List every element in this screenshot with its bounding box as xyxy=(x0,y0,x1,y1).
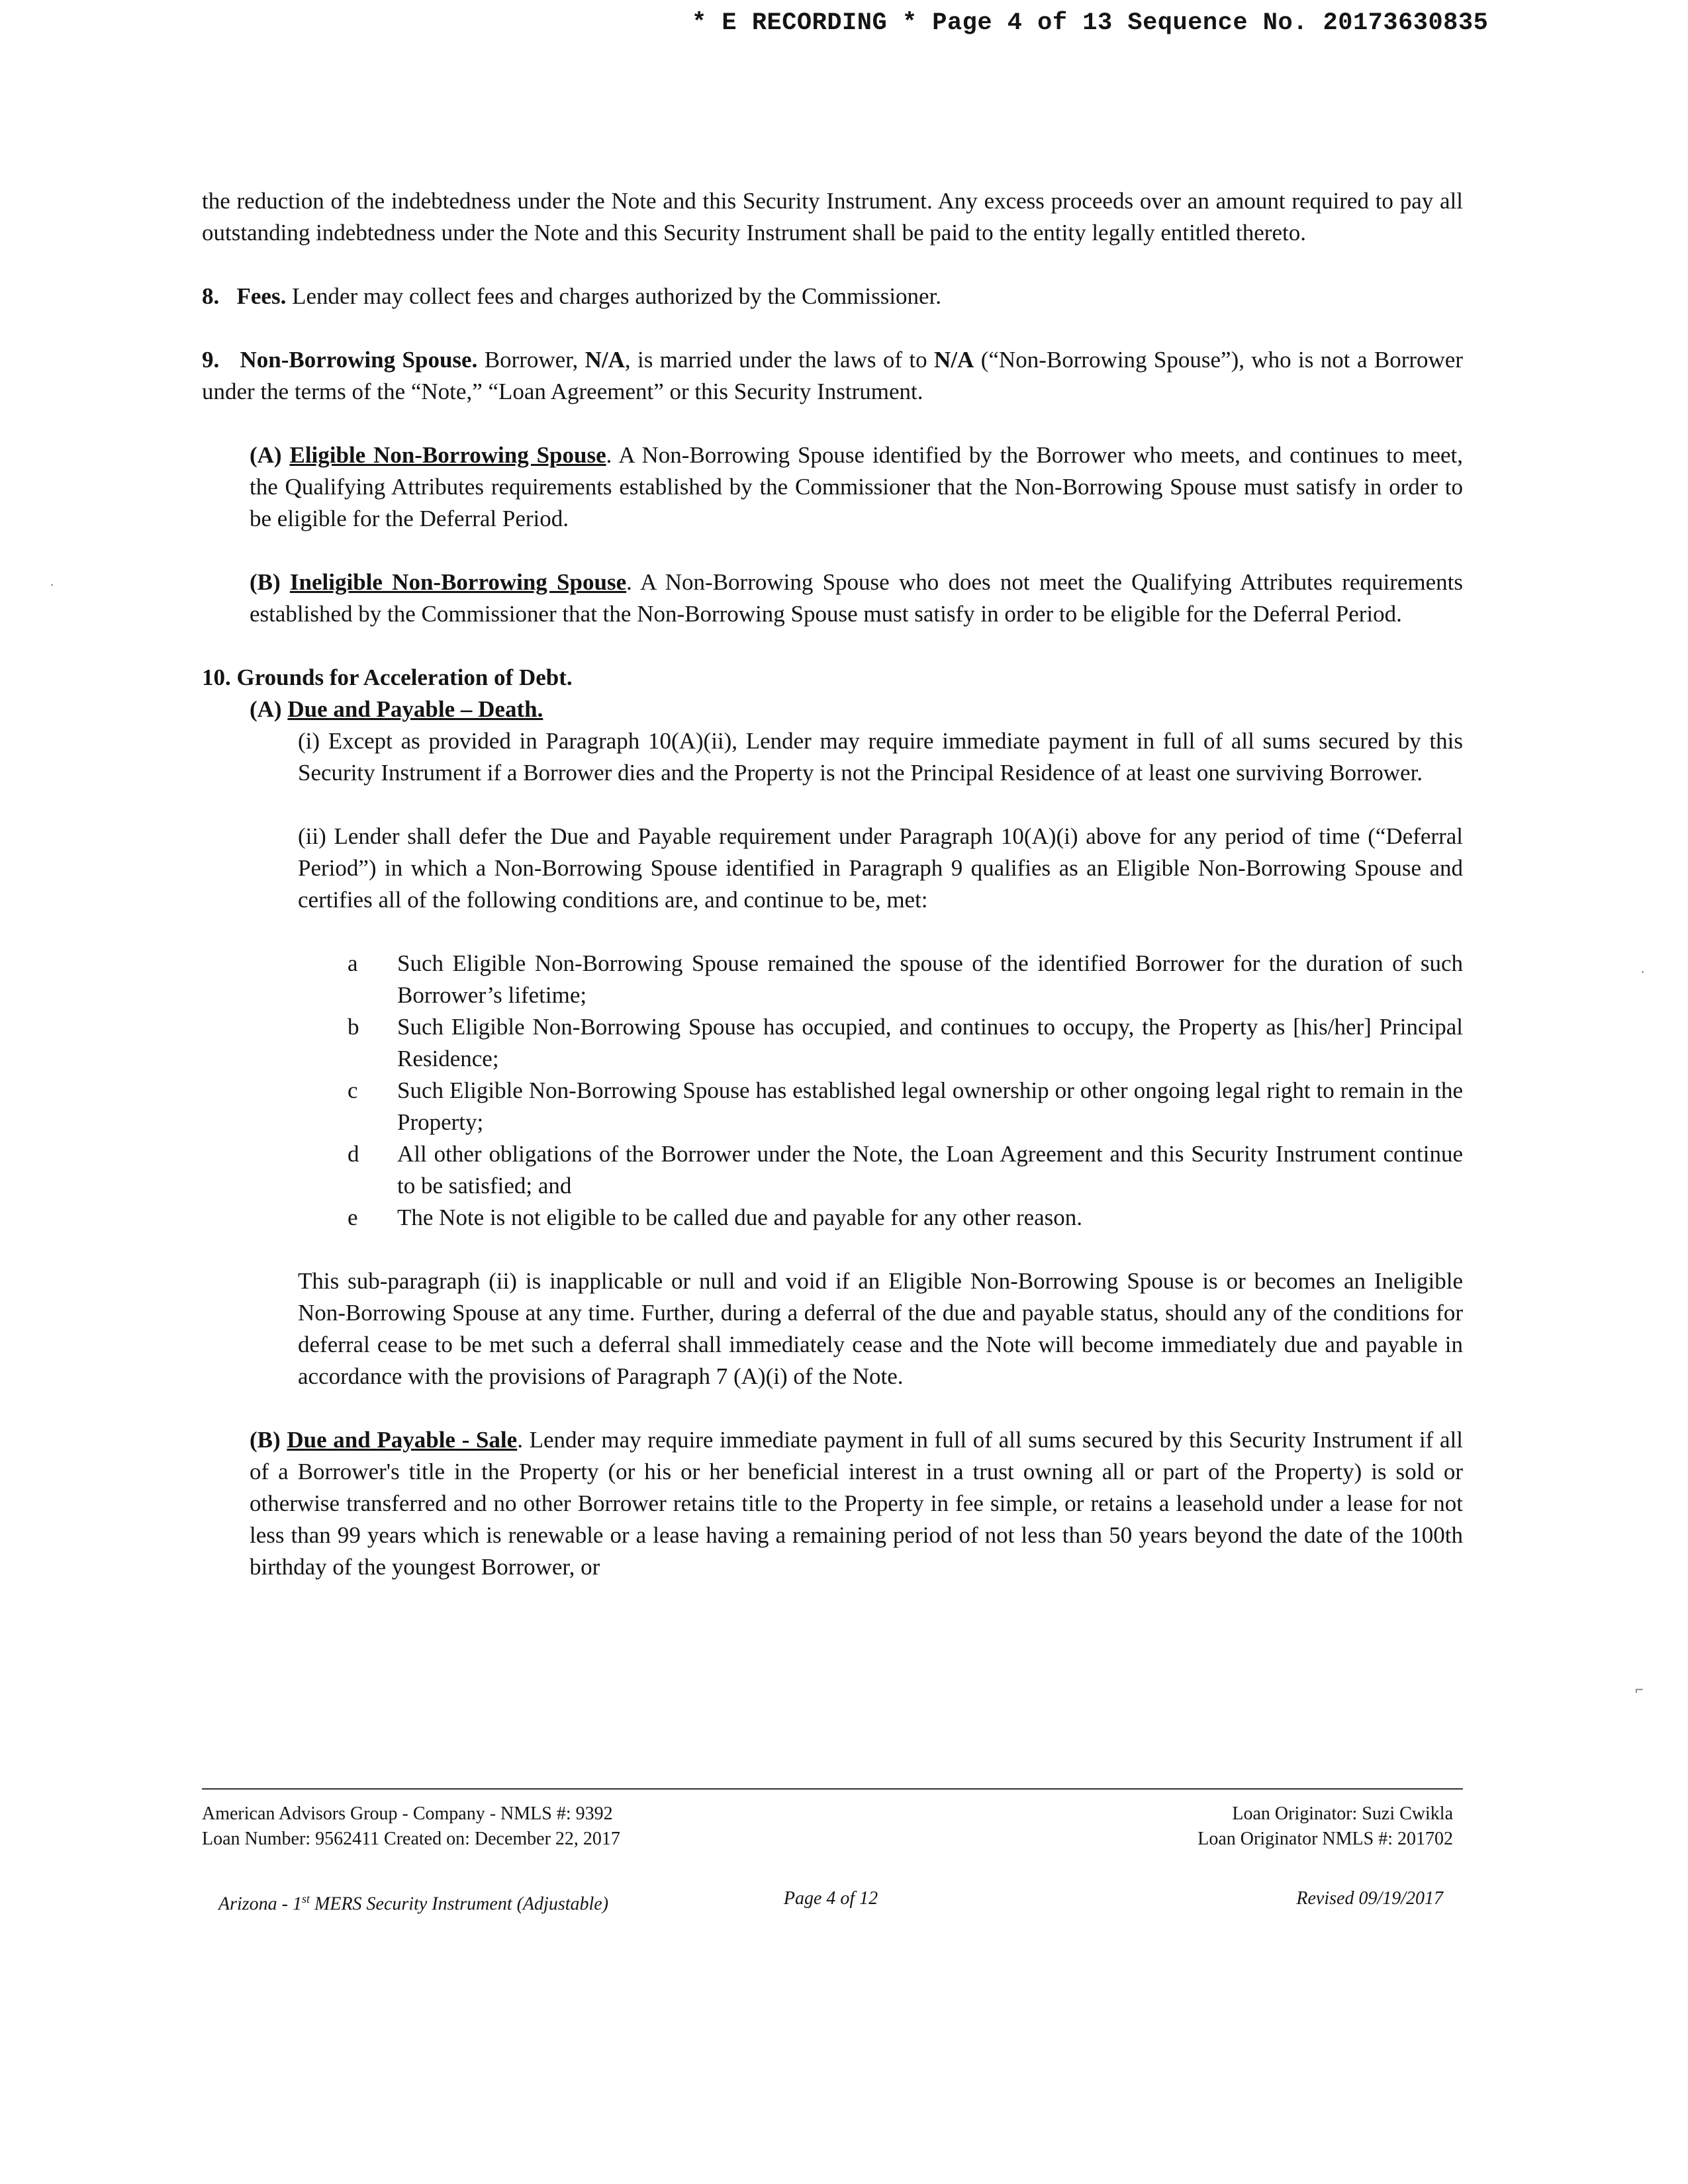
section-10a-title: Due and Payable – Death. xyxy=(287,696,543,722)
recording-stamp: * E RECORDING * Page 4 of 13 Sequence No. 20173630835 xyxy=(692,9,1489,37)
list-marker: d xyxy=(348,1141,359,1167)
form-name-post: MERS Security Instrument (Adjustable) xyxy=(310,1893,609,1915)
list-item xyxy=(348,1075,1463,1138)
scan-speck: · xyxy=(50,576,55,592)
section-10a-ii: (ii) Lender shall defer the Due and Payable requirement under Paragraph 10(A)(i) above for any period of time (“Deferral Period”) in which a Non-Borrowing Spouse identified in Paragraph 9 qualifies as an Eligible Non-Borrowing Spouse and certifies all of the following conditions are, and continue to be, met: xyxy=(298,823,1463,913)
section-10a-label: (A) xyxy=(250,696,282,722)
list-text: Such Eligible Non-Borrowing Spouse has established legal ownership or other ongoing legal right to remain in the Property; xyxy=(397,1077,1463,1135)
section-8-fees xyxy=(202,281,1463,312)
section-9-title: Non-Borrowing Spouse. xyxy=(240,347,478,373)
list-item xyxy=(348,948,1463,1011)
section-9a-eligible xyxy=(250,439,1463,535)
section-10b-label: (B) xyxy=(250,1427,281,1453)
section-10b-title: Due and Payable - Sale xyxy=(287,1427,518,1453)
revised-date: Revised 09/19/2017 xyxy=(1296,1888,1444,1909)
section-8-text: Lender may collect fees and charges authorized by the Commissioner. xyxy=(286,283,942,309)
company-nmls: American Advisors Group - Company - NMLS #: 9392 xyxy=(202,1803,613,1824)
list-text: All other obligations of the Borrower under the Note, the Loan Agreement and this Security Instrument continue to be satisfied; and xyxy=(397,1141,1463,1199)
section-9a-text: . A Non-Borrowing Spouse identified by the Borrower who meets, and continues to meet, the Qualifying Attributes requirements established by the Commissioner that the Non-Borrowing Spouse must satisfy in order to be eligible for the Deferral Period. xyxy=(250,442,1464,531)
section-10a-heading xyxy=(250,694,1463,725)
section-10a-note: This sub-paragraph (ii) is inapplicable or null and void if an Eligible Non-Borrowing Spouse is or becomes an Ineligible Non-Borrowing Spouse at any time. Further, during a deferral of the due and payable status, should any of the conditions for deferral cease to be met such a deferral shall immediately cease and the Note will become immediately due and payable in accordance with the provisions of Paragraph 7 (A)(i) of the Note. xyxy=(298,1268,1463,1389)
list-text: Such Eligible Non-Borrowing Spouse remained the spouse of the identified Borrower for the duration of such Borrower’s lifetime; xyxy=(397,950,1463,1008)
scan-speck: · xyxy=(1640,963,1646,979)
section-8-number: 8. xyxy=(202,283,220,309)
section-9b-ineligible xyxy=(250,567,1463,630)
section-10b-text: . Lender may require immediate payment in full of all sums secured by this Security Instrument if all of a Borrower's title in the Property (or his or her beneficial interest in a trust owning all or part of the Property) is sold or otherwise transferred and no other Borrower retains title to the Property in fee simple, or retains a leasehold under a lease for not less than 99 years which is renewable or a lease having a remaining period of not less than 50 years beyond the date of the 100th birthday of the youngest Borrower, or xyxy=(250,1427,1463,1580)
footer-row-2 xyxy=(202,1827,1463,1852)
loan-number: Loan Number: 9562411 Created on: December 22, 2017 xyxy=(202,1829,620,1849)
section-9b-title: Ineligible Non-Borrowing Spouse xyxy=(289,569,627,595)
section-9-text-2: , is married under the laws of to xyxy=(624,347,935,373)
form-name-sup: st xyxy=(302,1892,310,1905)
loan-originator-nmls: Loan Originator NMLS #: 201702 xyxy=(1197,1829,1453,1849)
footer-info xyxy=(202,1801,1463,1852)
section-9-number: 9. xyxy=(202,347,220,373)
document-body xyxy=(202,185,1463,1583)
form-name-pre: Arizona - 1 xyxy=(218,1893,302,1915)
scan-speck: ⌐ xyxy=(1635,1681,1644,1698)
section-8-title: Fees. xyxy=(236,283,287,309)
list-item xyxy=(348,1138,1463,1202)
list-marker: a xyxy=(348,950,358,976)
footer-divider xyxy=(202,1788,1463,1790)
section-9-text-1: Borrower, xyxy=(477,347,585,373)
section-9b-text: . A Non-Borrowing Spouse who does not meet the Qualifying Attributes requirements established by the Commissioner that the Non-Borrowing Spouse must satisfy in order to be eligible for the Deferral Period. xyxy=(250,569,1463,627)
section-9a-label: (A) xyxy=(250,442,282,468)
section-10-heading xyxy=(202,662,1463,694)
deferral-conditions-list xyxy=(348,948,1463,1234)
section-10a-i: (i) Except as provided in Paragraph 10(A)(ii), Lender may require immediate payment in full of all sums secured by this Security Instrument if a Borrower dies and the Property is not the Principal Residence of at least one surviving Borrower. xyxy=(298,728,1463,786)
page-number: Page 4 of 12 xyxy=(783,1888,878,1909)
list-item xyxy=(348,1011,1463,1075)
list-item xyxy=(348,1202,1463,1234)
section-9a-title: Eligible Non-Borrowing Spouse xyxy=(289,442,606,468)
list-marker: e xyxy=(348,1205,358,1230)
borrower-name-value: N/A xyxy=(585,347,625,373)
state-value: N/A xyxy=(934,347,974,373)
section-10b-sale xyxy=(250,1424,1463,1583)
footer-form-line xyxy=(202,1886,1463,1917)
list-text: The Note is not eligible to be called due and payable for any other reason. xyxy=(397,1205,1083,1230)
footer-row-3 xyxy=(202,1886,1463,1917)
section-9-text-3: (“Non-Borrowing Spouse”), who is not a Borrower under the terms of the “Note,” “Loan Agreement” or this Security Instrument. xyxy=(202,347,1463,404)
section-9-non-borrowing-spouse xyxy=(202,344,1463,408)
section-10-title: 10. Grounds for Acceleration of Debt. xyxy=(202,664,573,690)
footer-row-1 xyxy=(202,1801,1463,1827)
list-marker: c xyxy=(348,1077,358,1103)
form-name xyxy=(202,1886,627,1917)
intro-paragraph: the reduction of the indebtedness under the Note and this Security Instrument. Any excess proceeds over an amount required to pay all outstanding indebtedness under the Note and this Security Instrument shall be paid to the entity legally entitled thereto. xyxy=(202,188,1463,246)
loan-originator: Loan Originator: Suzi Cwikla xyxy=(1232,1803,1453,1824)
list-marker: b xyxy=(348,1014,359,1040)
section-9b-label: (B) xyxy=(250,569,281,595)
list-text: Such Eligible Non-Borrowing Spouse has occupied, and continues to occupy, the Property as [his/her] Principal Residence; xyxy=(397,1014,1463,1071)
